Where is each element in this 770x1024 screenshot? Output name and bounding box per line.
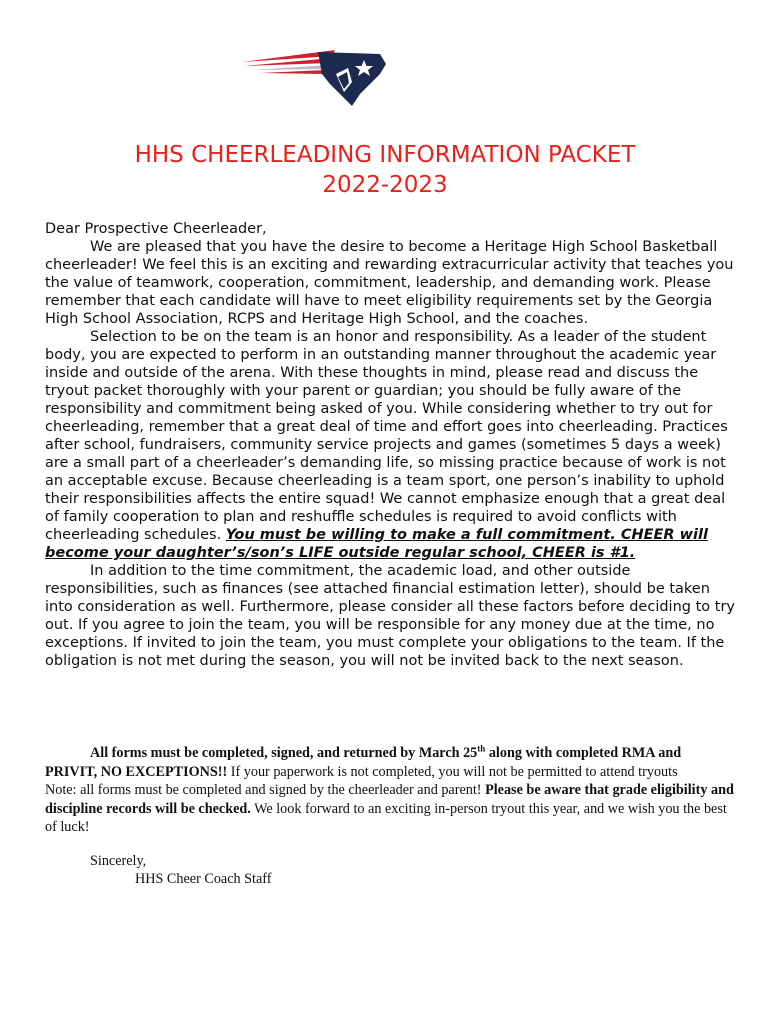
- deadline-text: If your paperwork is not completed, you will not be permitted to attend tryouts: [227, 763, 678, 780]
- letter-paragraph-3: In addition to the time commitment, the academic load, and other outside responsibilities, such as finances (see attached financial estimation letter), should be taken into consideration as well. Furthermore, please consider all these factors before deciding to try out. If you agree to join the team, you will be responsible for any money due at the time, no exceptions. If invited to join the team, you must complete your obligations to the team. If the obligation is not met during the season, you will not be invited back to the next season.: [45, 563, 735, 669]
- commitment-emphasis: You must be willing to make a full commitment. CHEER will become your daughter’s/son’s LIFE outside regular school, CHEER is #1.: [45, 527, 708, 561]
- letter-paragraph-1: We are pleased that you have the desire to become a Heritage High School Basketball cheerleader! We feel this is an exciting and rewarding extracurricular activity that teaches you the value of teamwork, cooperation, commitment, leadership, and demanding work. Please remember that each candidate will have to meet eligibility requirements set by the Georgia High School Association, RCPS and Heritage High School, and the coaches.: [45, 239, 734, 327]
- page-title: HHS CHEERLEADING INFORMATION PACKET: [134, 142, 636, 168]
- page-subtitle-year: 2022-2023: [322, 172, 448, 198]
- closing-signature: HHS Cheer Coach Staff: [135, 871, 272, 887]
- patriot-head-logo-icon: [240, 44, 390, 110]
- paragraph-2-text: Selection to be on the team is an honor and responsibility. As a leader of the student body, you are expected to perform in an outstanding manner throughout the academic year inside and outside of the arena. With these thoughts in mind, please read and discuss the tryout packet thoroughly with your parent or guardian; you should be fully aware of the responsibility and commitment being asked of you. While considering whether to try out for cheerleading, remember that a great deal of time and effort goes into cheerleading. Practices after school, fundraisers, community service projects and games (sometimes 5 days a week) are a small part of a cheerleader’s demanding life, so missing practice because of work is not an acceptable excuse. Because cheerleading is a team sport, one person’s inability to uphold their responsibilities affects the entire squad! We cannot emphasize enough that a great deal of family cooperation to plan and reshuffle schedules is required to avoid conflicts with cheerleading schedules.: [45, 329, 728, 543]
- letter-greeting: Dear Prospective Cheerleader,: [45, 221, 267, 237]
- eligibility-warning: Please be aware that grade eligibility and discipline records will be checked.: [45, 782, 734, 817]
- deadline-bold: All forms must be completed, signed, and returned by March 25th along with completed RMA and PRIVIT, NO EXCEPTIONS!!: [45, 743, 682, 780]
- letter-closing: [90, 852, 271, 888]
- letter-body: [45, 220, 735, 670]
- forms-deadline: [45, 744, 735, 781]
- closing-salutation: Sincerely,: [90, 853, 147, 869]
- letter-paragraph-2: [45, 328, 735, 562]
- forms-note: Note: all forms must be completed and signed by the cheerleader and parent! Please be aware that grade eligibility and discipline records will be checked. We look forward to an exciting in-person tryout this year, and we wish you the best of luck!: [45, 782, 734, 835]
- forms-notice: [45, 744, 735, 837]
